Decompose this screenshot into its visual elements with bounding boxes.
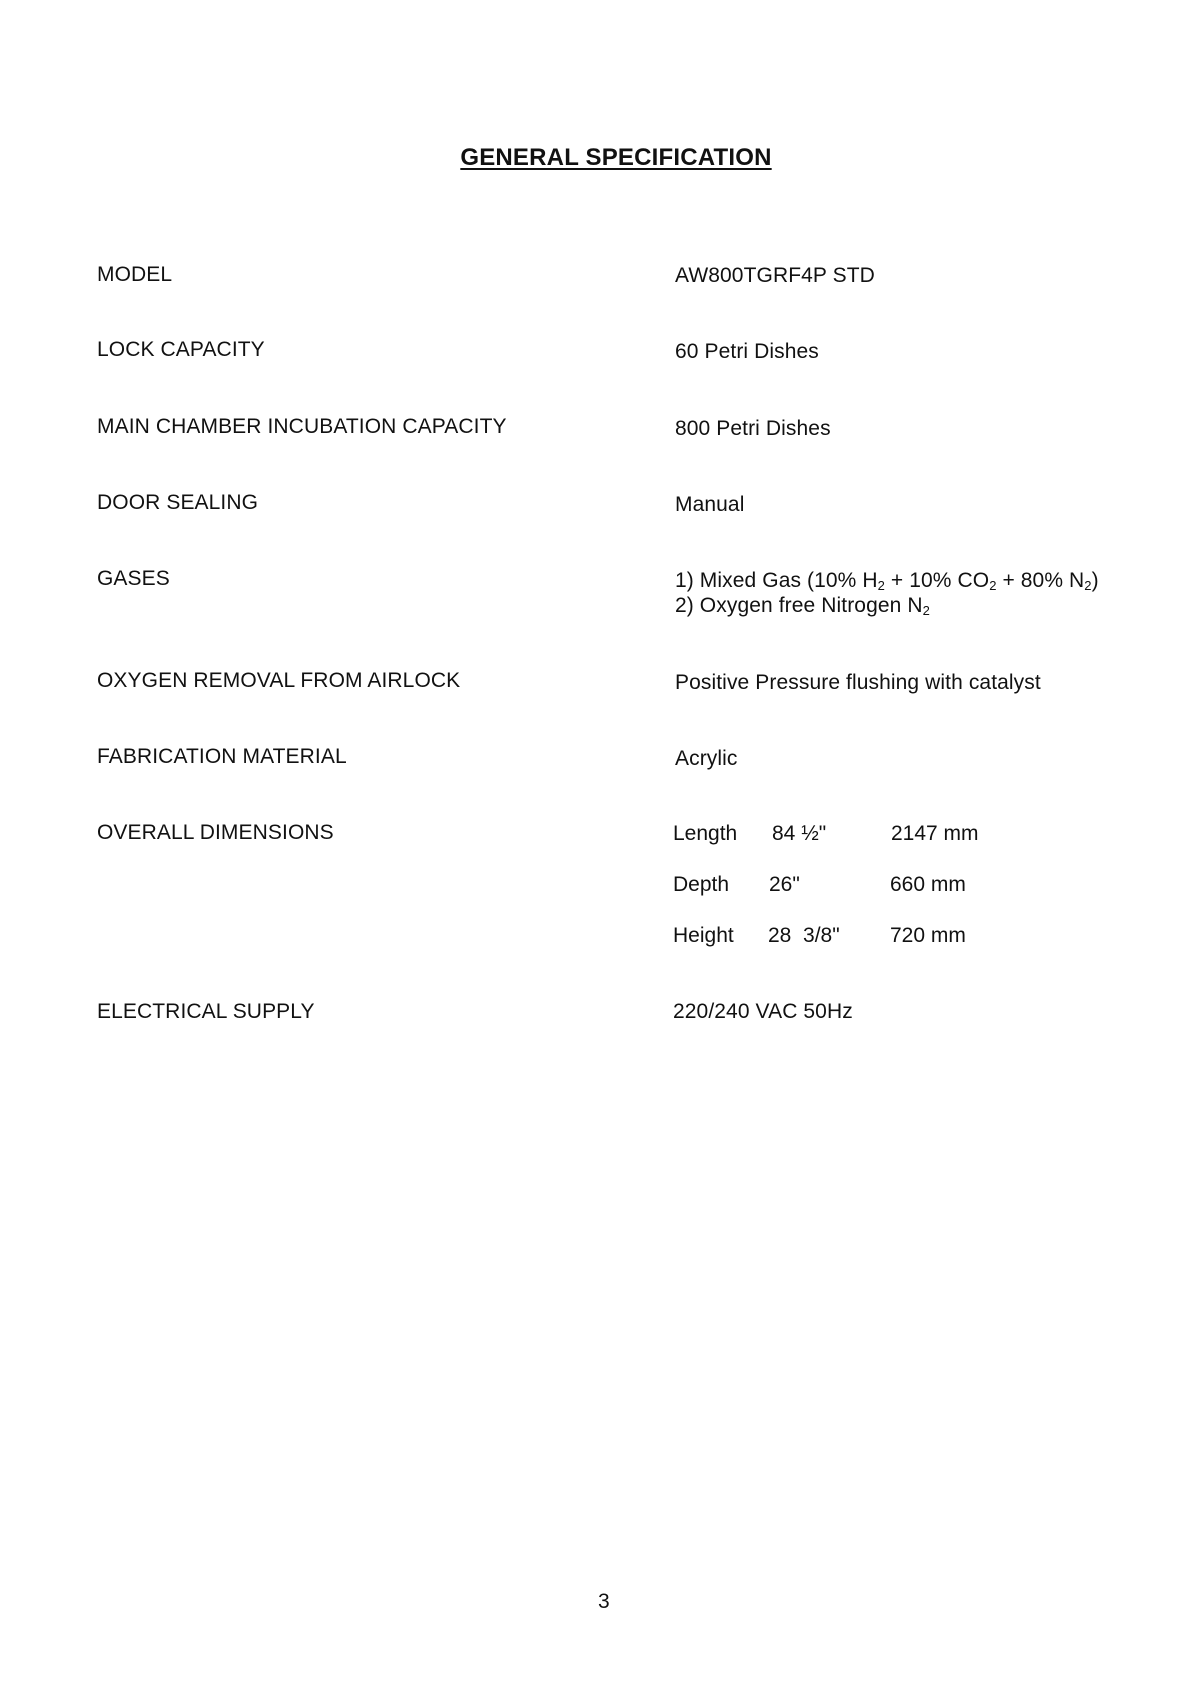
spec-value-door-sealing: Manual [675, 493, 745, 516]
spec-label-main-chamber: MAIN CHAMBER INCUBATION CAPACITY [97, 415, 507, 438]
gas-text: + 80% N [996, 569, 1085, 592]
gas-subscript: 2 [877, 578, 885, 593]
spec-label-model: MODEL [97, 263, 173, 286]
gas-subscript: 2 [922, 603, 930, 618]
gas-subscript: 2 [1084, 578, 1092, 593]
gas-text: ) [1091, 569, 1099, 592]
spec-value-fabrication: Acrylic [675, 747, 738, 770]
spec-label-door-sealing: DOOR SEALING [97, 491, 259, 514]
spec-label-dimensions: OVERALL DIMENSIONS [97, 821, 334, 844]
spec-value-gases-line1 [675, 569, 1099, 593]
spec-value-main-chamber: 800 Petri Dishes [675, 417, 831, 440]
dimension-metric-length: 2147 mm [891, 822, 979, 845]
gas-text: + 10% CO [884, 569, 990, 592]
spec-label-gases: GASES [97, 567, 170, 590]
dimension-imperial-depth: 26" [769, 873, 800, 896]
spec-value-gases-line2 [675, 594, 930, 618]
spec-label-oxygen-removal: OXYGEN REMOVAL FROM AIRLOCK [97, 669, 461, 692]
page-number: 3 [598, 1590, 610, 1613]
page-title: GENERAL SPECIFICATION [460, 144, 772, 171]
dimension-metric-height: 720 mm [890, 924, 966, 947]
dimension-name-length: Length [673, 822, 738, 845]
spec-label-electrical: ELECTRICAL SUPPLY [97, 1000, 315, 1023]
dimension-imperial-height: 28 3/8" [768, 924, 840, 947]
dimension-imperial-length: 84 ½" [772, 822, 827, 845]
gas-text: 1) Mixed Gas (10% H [675, 569, 878, 592]
dimension-name-depth: Depth [673, 873, 730, 896]
spec-value-oxygen-removal: Positive Pressure flushing with catalyst [675, 671, 1041, 694]
dimension-metric-depth: 660 mm [890, 873, 966, 896]
spec-label-fabrication: FABRICATION MATERIAL [97, 745, 347, 768]
spec-value-model: AW800TGRF4P STD [675, 264, 875, 287]
dimension-name-height: Height [673, 924, 734, 947]
spec-label-lock-capacity: LOCK CAPACITY [97, 338, 265, 361]
gas-text: 2) Oxygen free Nitrogen N [675, 594, 923, 617]
spec-value-electrical: 220/240 VAC 50Hz [673, 1000, 853, 1023]
gas-subscript: 2 [989, 578, 997, 593]
spec-value-lock-capacity: 60 Petri Dishes [675, 340, 819, 363]
